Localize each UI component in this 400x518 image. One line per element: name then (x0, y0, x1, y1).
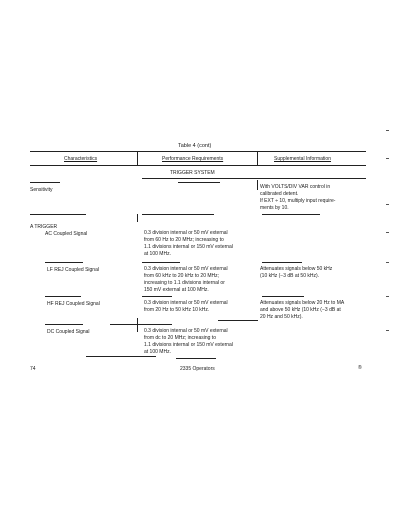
row-rule-dc-right (218, 320, 258, 321)
row-rule-dc (45, 324, 83, 325)
lf-rej-label: LF REJ Coupled Signal (47, 267, 99, 273)
header-top-rule (30, 151, 366, 152)
row-rule-sensitivity-mid (178, 182, 220, 183)
a-trigger-divider (137, 214, 138, 222)
row-rule-hf-rej-right (262, 296, 304, 297)
hf-rej-supplemental: Attenuates signals below 20 Hz to MA and above 50 kHz (10 kHz (−3 dB at 20 Hz and 50 kHz). (260, 300, 345, 320)
header-divider-left (137, 151, 138, 165)
lf-rej-performance: 0.3 division internal or 50 mV external from 60 kHz to 20 kHz to 20 MHz; increasing to 1.1 divisions internal or 150 mV external at 100 MHz. (144, 266, 228, 293)
row-rule-a-trigger (30, 214, 86, 215)
dc-coupled-label: DC Coupled Signal (47, 329, 90, 335)
margin-tick (386, 158, 389, 159)
section-rule (142, 178, 366, 179)
header-bottom-rule (30, 165, 366, 166)
row-rule-lf-rej (45, 262, 83, 263)
row-rule-hf-rej-mid (142, 296, 172, 297)
row-rule-hf-rej (45, 296, 81, 297)
footer-right-mark: ® (358, 365, 362, 371)
row-rule-a-trigger-right (262, 214, 320, 215)
sensitivity-divider (257, 180, 258, 190)
hf-rej-label: HF REJ Coupled Signal (47, 301, 100, 307)
sensitivity-supplemental: With VOLTS/DIV VAR control in calibrated detent. If EXT ÷ 10, multiply input require- ments by 10. (260, 184, 336, 211)
margin-tick (386, 330, 389, 331)
row-rule-a-trigger-mid (142, 214, 214, 215)
ac-coupled-label: AC Coupled Signal (45, 231, 88, 237)
table-title: Table 4 (cont) (178, 143, 212, 149)
header-characteristics: Characteristics (64, 156, 98, 162)
margin-tick (386, 204, 389, 205)
dc-divider (137, 318, 138, 332)
ac-coupled-performance: 0.3 division internal or 50 mV external from 60 Hz to 20 MHz; increasing to 1.1 divisions internal or 150 mV external at 100 MHz. (144, 230, 233, 257)
a-trigger-label: A TRIGGER (30, 224, 58, 230)
row-rule-sensitivity (30, 182, 60, 183)
header-divider-right (257, 151, 258, 165)
lf-rej-supplemental: Attenuates signals below 50 kHz (10 kHz (−3 dB at 50 kHz). (260, 266, 333, 279)
section-title: TRIGGER SYSTEM (170, 170, 215, 176)
header-performance: Performance Requirements (162, 156, 224, 162)
hf-rej-performance: 0.3 division internal or 50 mV external from 20 Hz to 50 kHz 10 kHz. (144, 300, 228, 313)
footer-center: 2335 Operators (180, 366, 215, 372)
margin-tick (386, 130, 389, 131)
row-rule-lf-rej-mid (142, 262, 180, 263)
margin-tick (386, 296, 389, 297)
row-rule-dc-mid (110, 324, 172, 325)
header-supplemental: Supplemental Information (274, 156, 331, 162)
dc-coupled-performance: 0.3 division internal or 50 mV external from dc to 20 MHz; increasing to 1.1 divisions internal or 150 mV external at 100 MHz. (144, 328, 233, 355)
bottom-rule-mid (176, 358, 216, 359)
bottom-rule-left (86, 356, 156, 357)
sensitivity-label: Sensitivity (30, 187, 53, 193)
page-number: 74 (30, 366, 36, 372)
margin-tick (386, 232, 389, 233)
row-rule-lf-rej-right (262, 262, 302, 263)
margin-tick (386, 262, 389, 263)
